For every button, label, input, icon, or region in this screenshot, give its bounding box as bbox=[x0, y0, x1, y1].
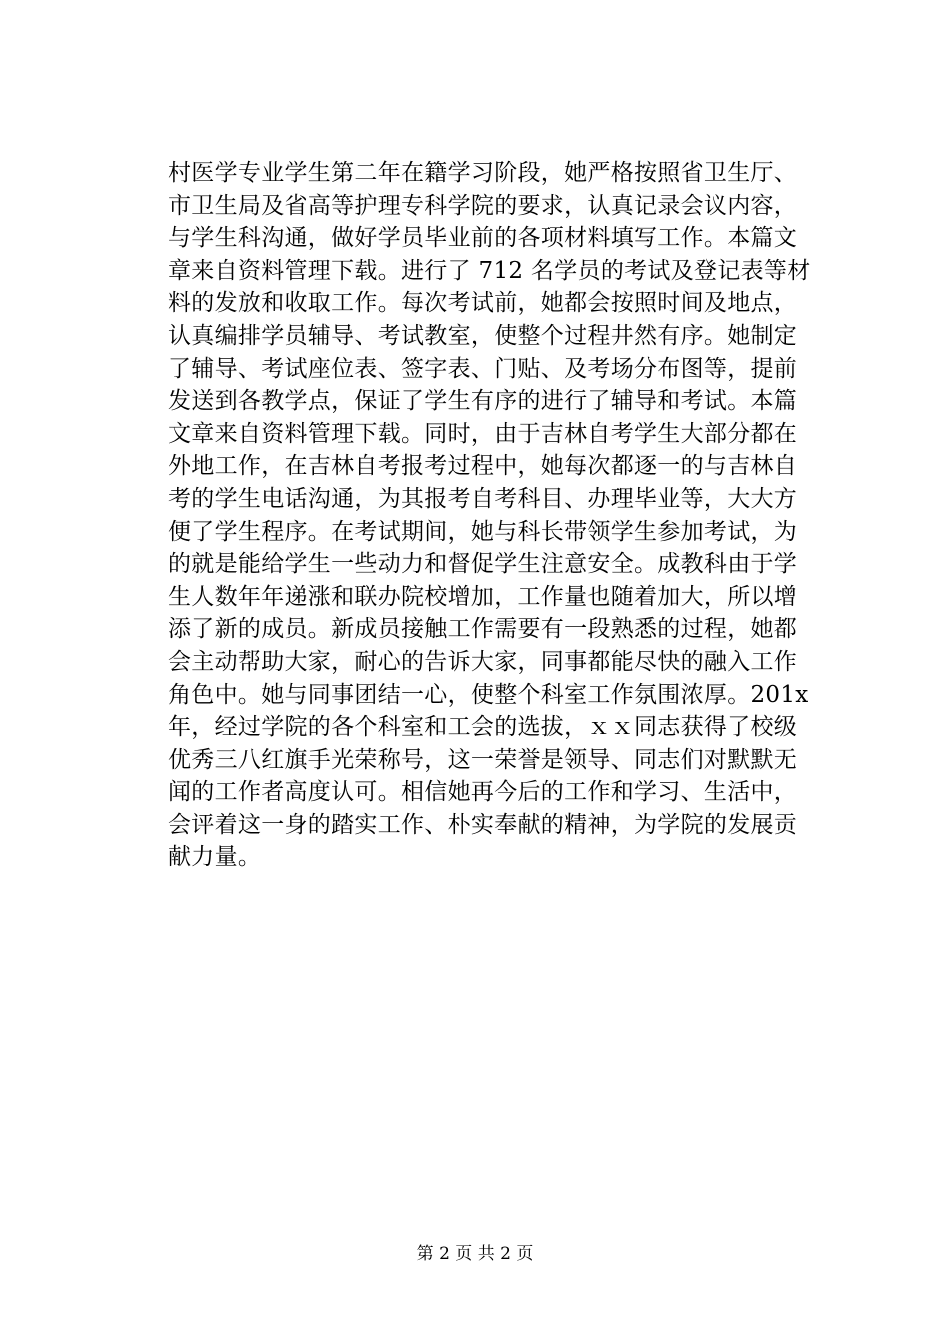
text-line: 了辅导、考试座位表、签字表、门贴、及考场分布图等，提前 bbox=[168, 355, 798, 382]
text-line: 与学生科沟通，做好学员毕业前的各项材料填写工作。本篇文 bbox=[168, 225, 798, 252]
text-line: 会评着这一身的踏实工作、朴实奉献的精神，为学院的发展贡 bbox=[168, 811, 798, 838]
text-line: 章来自资料管理下载。进行了 712 名学员的考试及登记表等材 bbox=[168, 257, 811, 284]
text-line: 献力量。 bbox=[168, 844, 262, 871]
page-number-footer: 第 2 页 共 2 页 bbox=[416, 1244, 534, 1264]
text-line: 会主动帮助大家，耐心的告诉大家，同事都能尽快的融入工作 bbox=[168, 648, 798, 675]
text-line: 生人数年年递涨和联办院校增加，工作量也随着加大，所以增 bbox=[168, 583, 798, 610]
text-line: 的就是能给学生一些动力和督促学生注意安全。成教科由于学 bbox=[168, 551, 798, 578]
text-line: 文章来自资料管理下载。同时，由于吉林自考学生大部分都在 bbox=[168, 420, 798, 447]
text-line: 考的学生电话沟通，为其报考自考科目、办理毕业等，大大方 bbox=[168, 485, 798, 512]
text-line: 外地工作，在吉林自考报考过程中，她每次都逐一的与吉林自 bbox=[168, 453, 798, 480]
text-line: 市卫生局及省高等护理专科学院的要求，认真记录会议内容， bbox=[168, 192, 798, 219]
text-line: 发送到各教学点，保证了学生有序的进行了辅导和考试。本篇 bbox=[168, 388, 798, 415]
text-line: 料的发放和收取工作。每次考试前，她都会按照时间及地点， bbox=[168, 290, 798, 317]
text-line: 添了新的成员。新成员接触工作需要有一段熟悉的过程，她都 bbox=[168, 616, 798, 643]
text-line: 村医学专业学生第二年在籍学习阶段，她严格按照省卫生厅、 bbox=[168, 160, 798, 186]
text-line: 角色中。她与同事团结一心，使整个科室工作氛围浓厚。201x bbox=[168, 681, 809, 708]
text-line: 闻的工作者高度认可。相信她再今后的工作和学习、生活中， bbox=[168, 779, 798, 806]
body-paragraph bbox=[168, 157, 811, 874]
text-line: 优秀三八红旗手光荣称号，这一荣誉是领导、同志们对默默无 bbox=[168, 746, 798, 773]
text-line: 认真编排学员辅导、考试教室，使整个过程井然有序。她制定 bbox=[168, 322, 798, 349]
text-line: 年，经过学院的各个科室和工会的选拔，ｘｘ同志获得了校级 bbox=[168, 714, 798, 741]
text-line: 便了学生程序。在考试期间，她与科长带领学生参加考试，为 bbox=[168, 518, 798, 545]
